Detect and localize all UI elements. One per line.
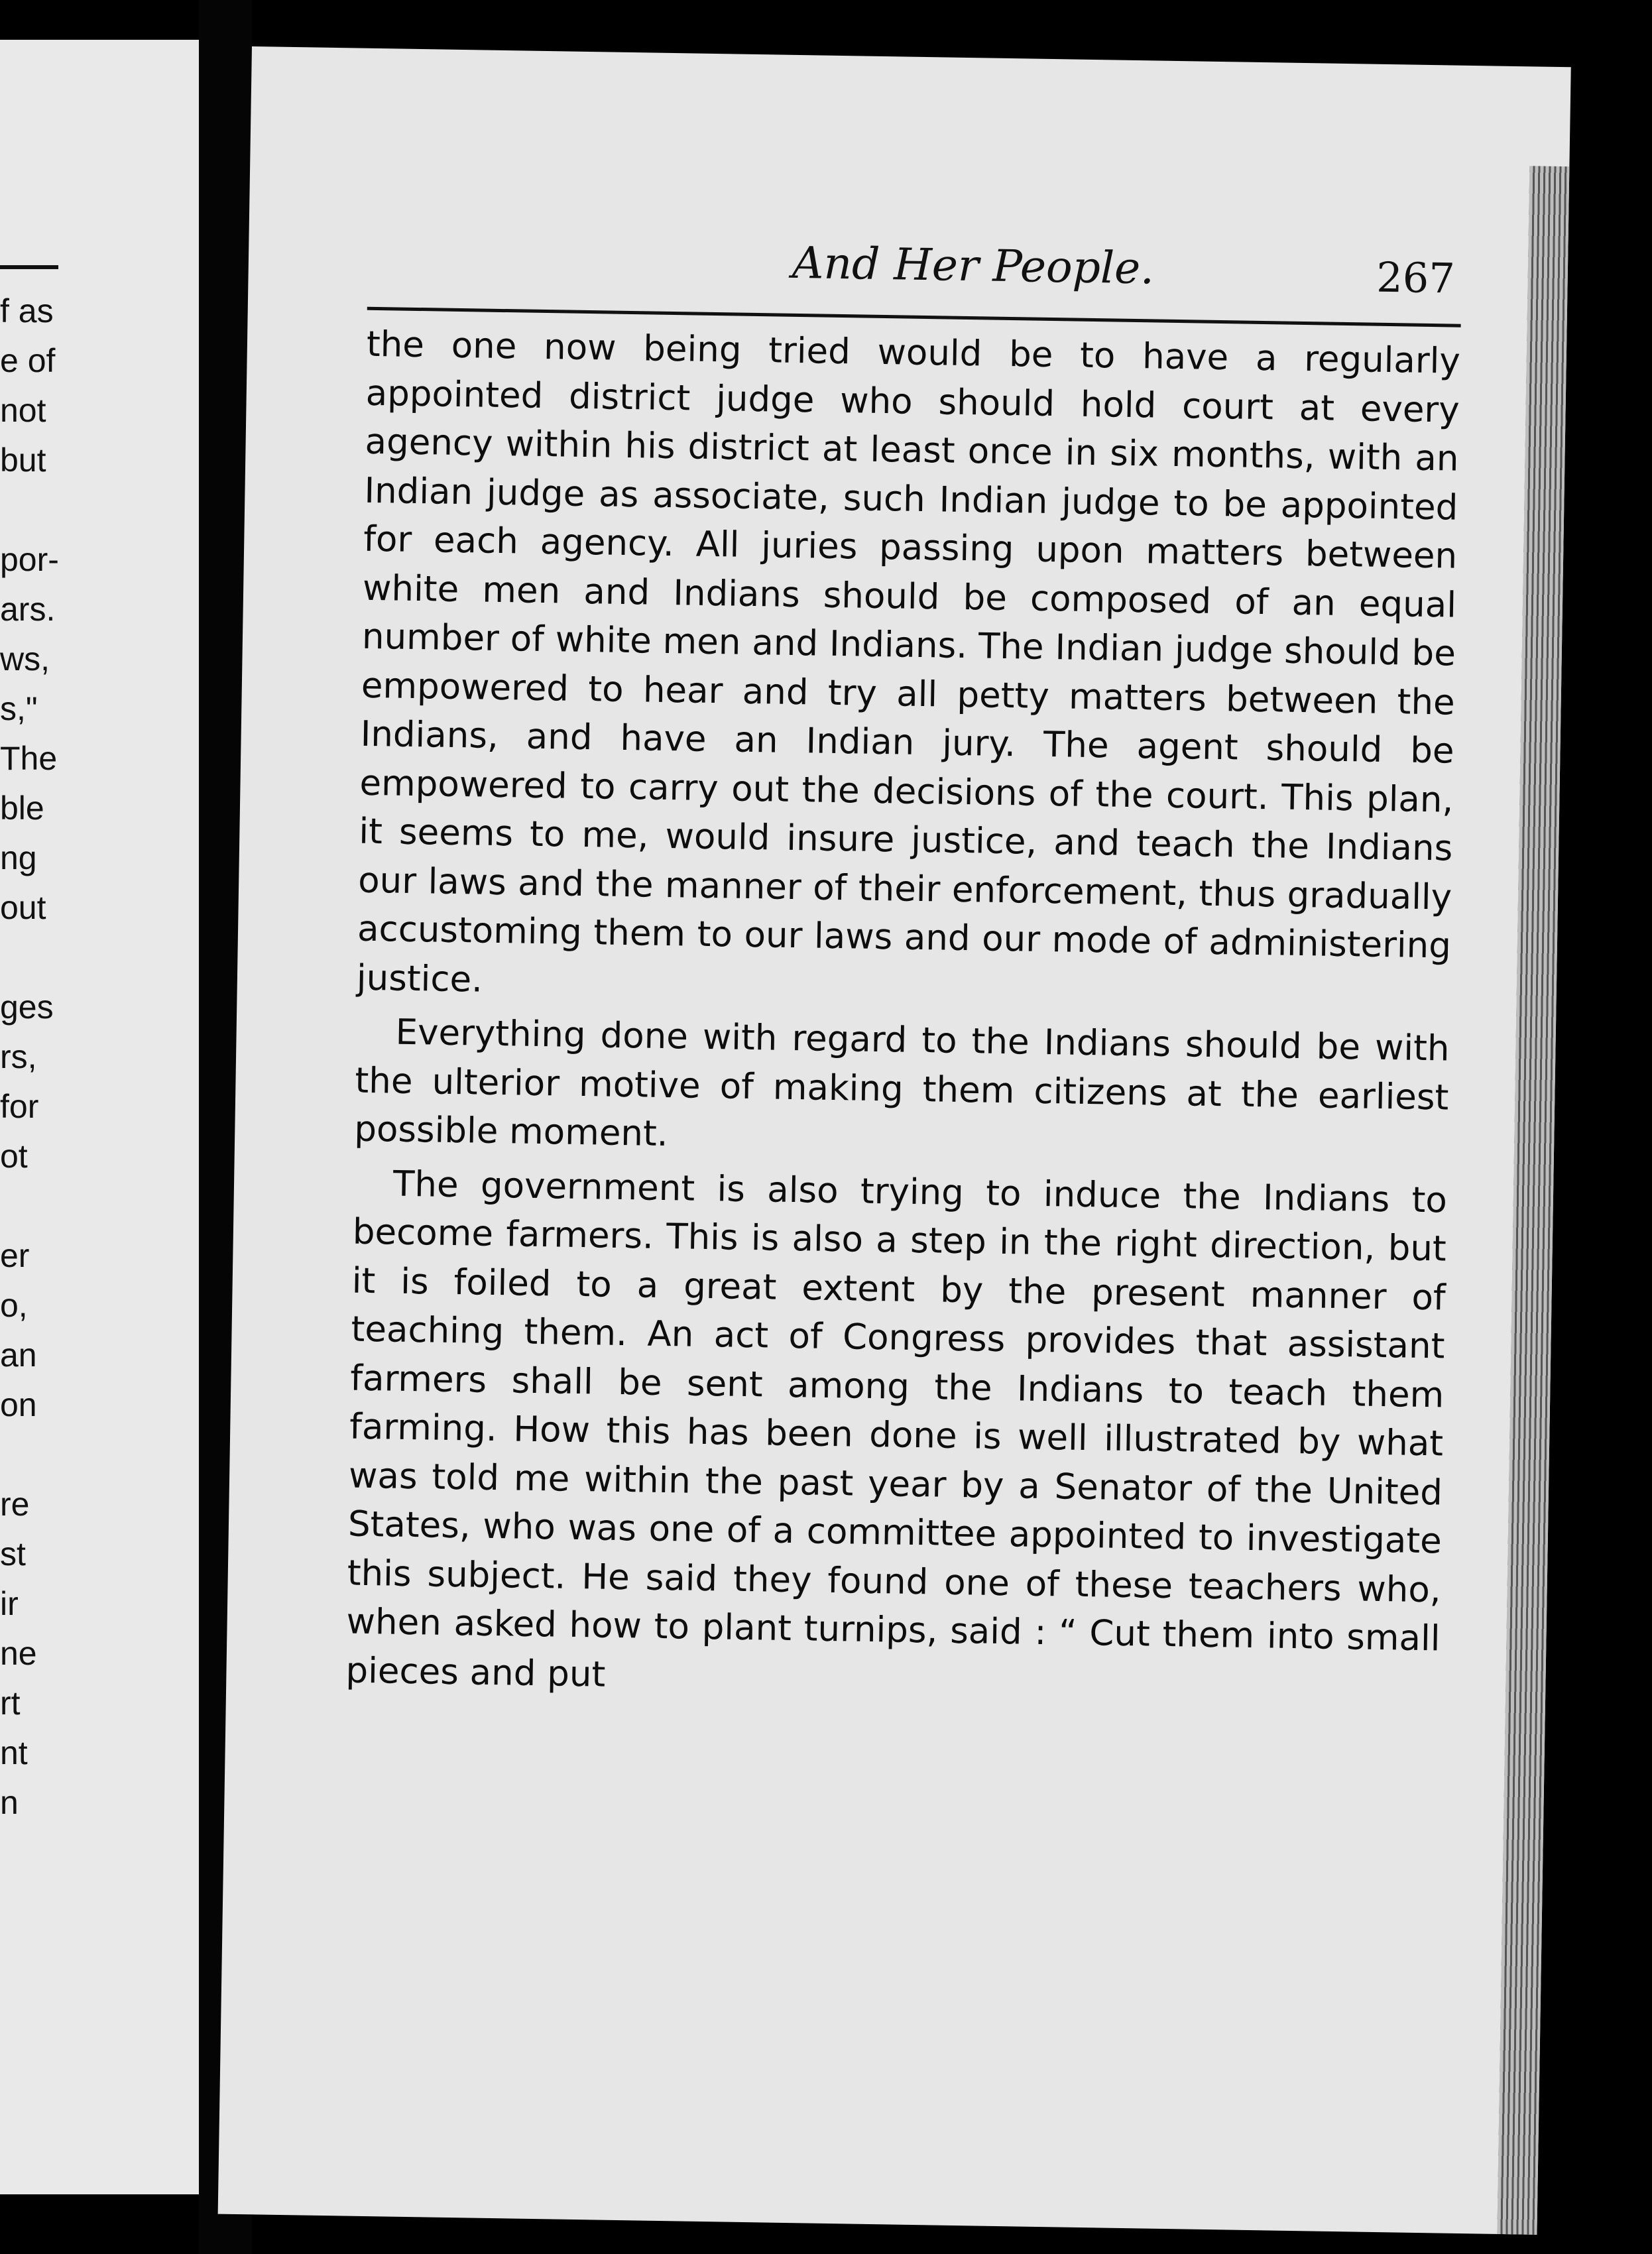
previous-page-line: nt: [0, 1734, 28, 1771]
page-header: [367, 231, 1469, 321]
previous-page-line: rs,: [0, 1038, 37, 1075]
previous-page-line: st: [0, 1535, 26, 1572]
book-page: [218, 46, 1571, 2235]
previous-page-line: not: [0, 392, 46, 429]
previous-page-line: ars.: [0, 591, 56, 628]
previous-page-line: por-: [0, 541, 59, 578]
previous-page-line: f as: [0, 292, 54, 329]
previous-page-line: out: [0, 889, 46, 926]
previous-page-line: n: [0, 1784, 19, 1821]
previous-page-line: ble: [0, 790, 44, 827]
previous-page-line: an: [0, 1336, 37, 1374]
previous-page: [0, 40, 199, 2194]
previous-page-line: The: [0, 740, 58, 777]
paragraph: Everything done with regard to the Indians should be with the ulterior motive of making them citizens at the earliest possible moment.: [353, 1012, 1450, 1155]
previous-page-line: er: [0, 1237, 30, 1274]
previous-page-line: rt: [0, 1685, 21, 1722]
previous-page-line: re: [0, 1486, 30, 1523]
previous-page-line: ir: [0, 1585, 19, 1622]
previous-page-line: for: [0, 1088, 39, 1125]
page-body: [345, 320, 1460, 1718]
page-stack-edge: [1497, 166, 1569, 2235]
previous-page-line: s,": [0, 690, 38, 727]
page-number: 267: [1376, 253, 1456, 303]
previous-page-line: ng: [0, 839, 37, 876]
paragraph-continued: the one now being tried would be to have a regularly appointed district judge who should hold court at every agency within his district at least once in six months, with an Indian judge as associate, such Indian judge to be appointed for each agency. All juries passing upon matters between white men and Indians should be composed of an equal number of white men and Indians. The Indian judge should be empowered to hear and try all petty matters between the Indians, and have an Indian jury. The agent should be empowered to carry out the decisions of the court. This plan, it seems to me, would insure justice, and teach the Indians our laws and the manner of their enforcement, thus gradually accustoming them to our laws and our mode of administering justice.: [356, 324, 1461, 1000]
previous-page-line: ot: [0, 1138, 28, 1175]
previous-page-line: o,: [0, 1287, 28, 1324]
previous-page-line: ws,: [0, 640, 50, 678]
running-head: And Her People.: [792, 237, 1155, 294]
previous-page-line: e of: [0, 342, 56, 379]
previous-page-line: on: [0, 1386, 37, 1423]
paragraph: The government is also trying to induce the Indians to become farmers. This is also a step in the right direction, but it is foiled to a great extent by the present manner of teaching them. An act of Congress provides that assistant farmers shall be sent among the Indians to teach them farming. How this has been done is well illustrated by what was told me within the past year by a Senator of the United States, who was one of a committee appointed to investigate this subject. He said they found one of these teachers who, when asked how to plant turnips, said : “ Cut them into small pieces and put: [345, 1163, 1448, 1695]
previous-page-line: but: [0, 442, 46, 479]
previous-page-header-rule: [0, 265, 58, 269]
previous-page-line: ne: [0, 1635, 37, 1672]
previous-page-line: ges: [0, 988, 54, 1026]
